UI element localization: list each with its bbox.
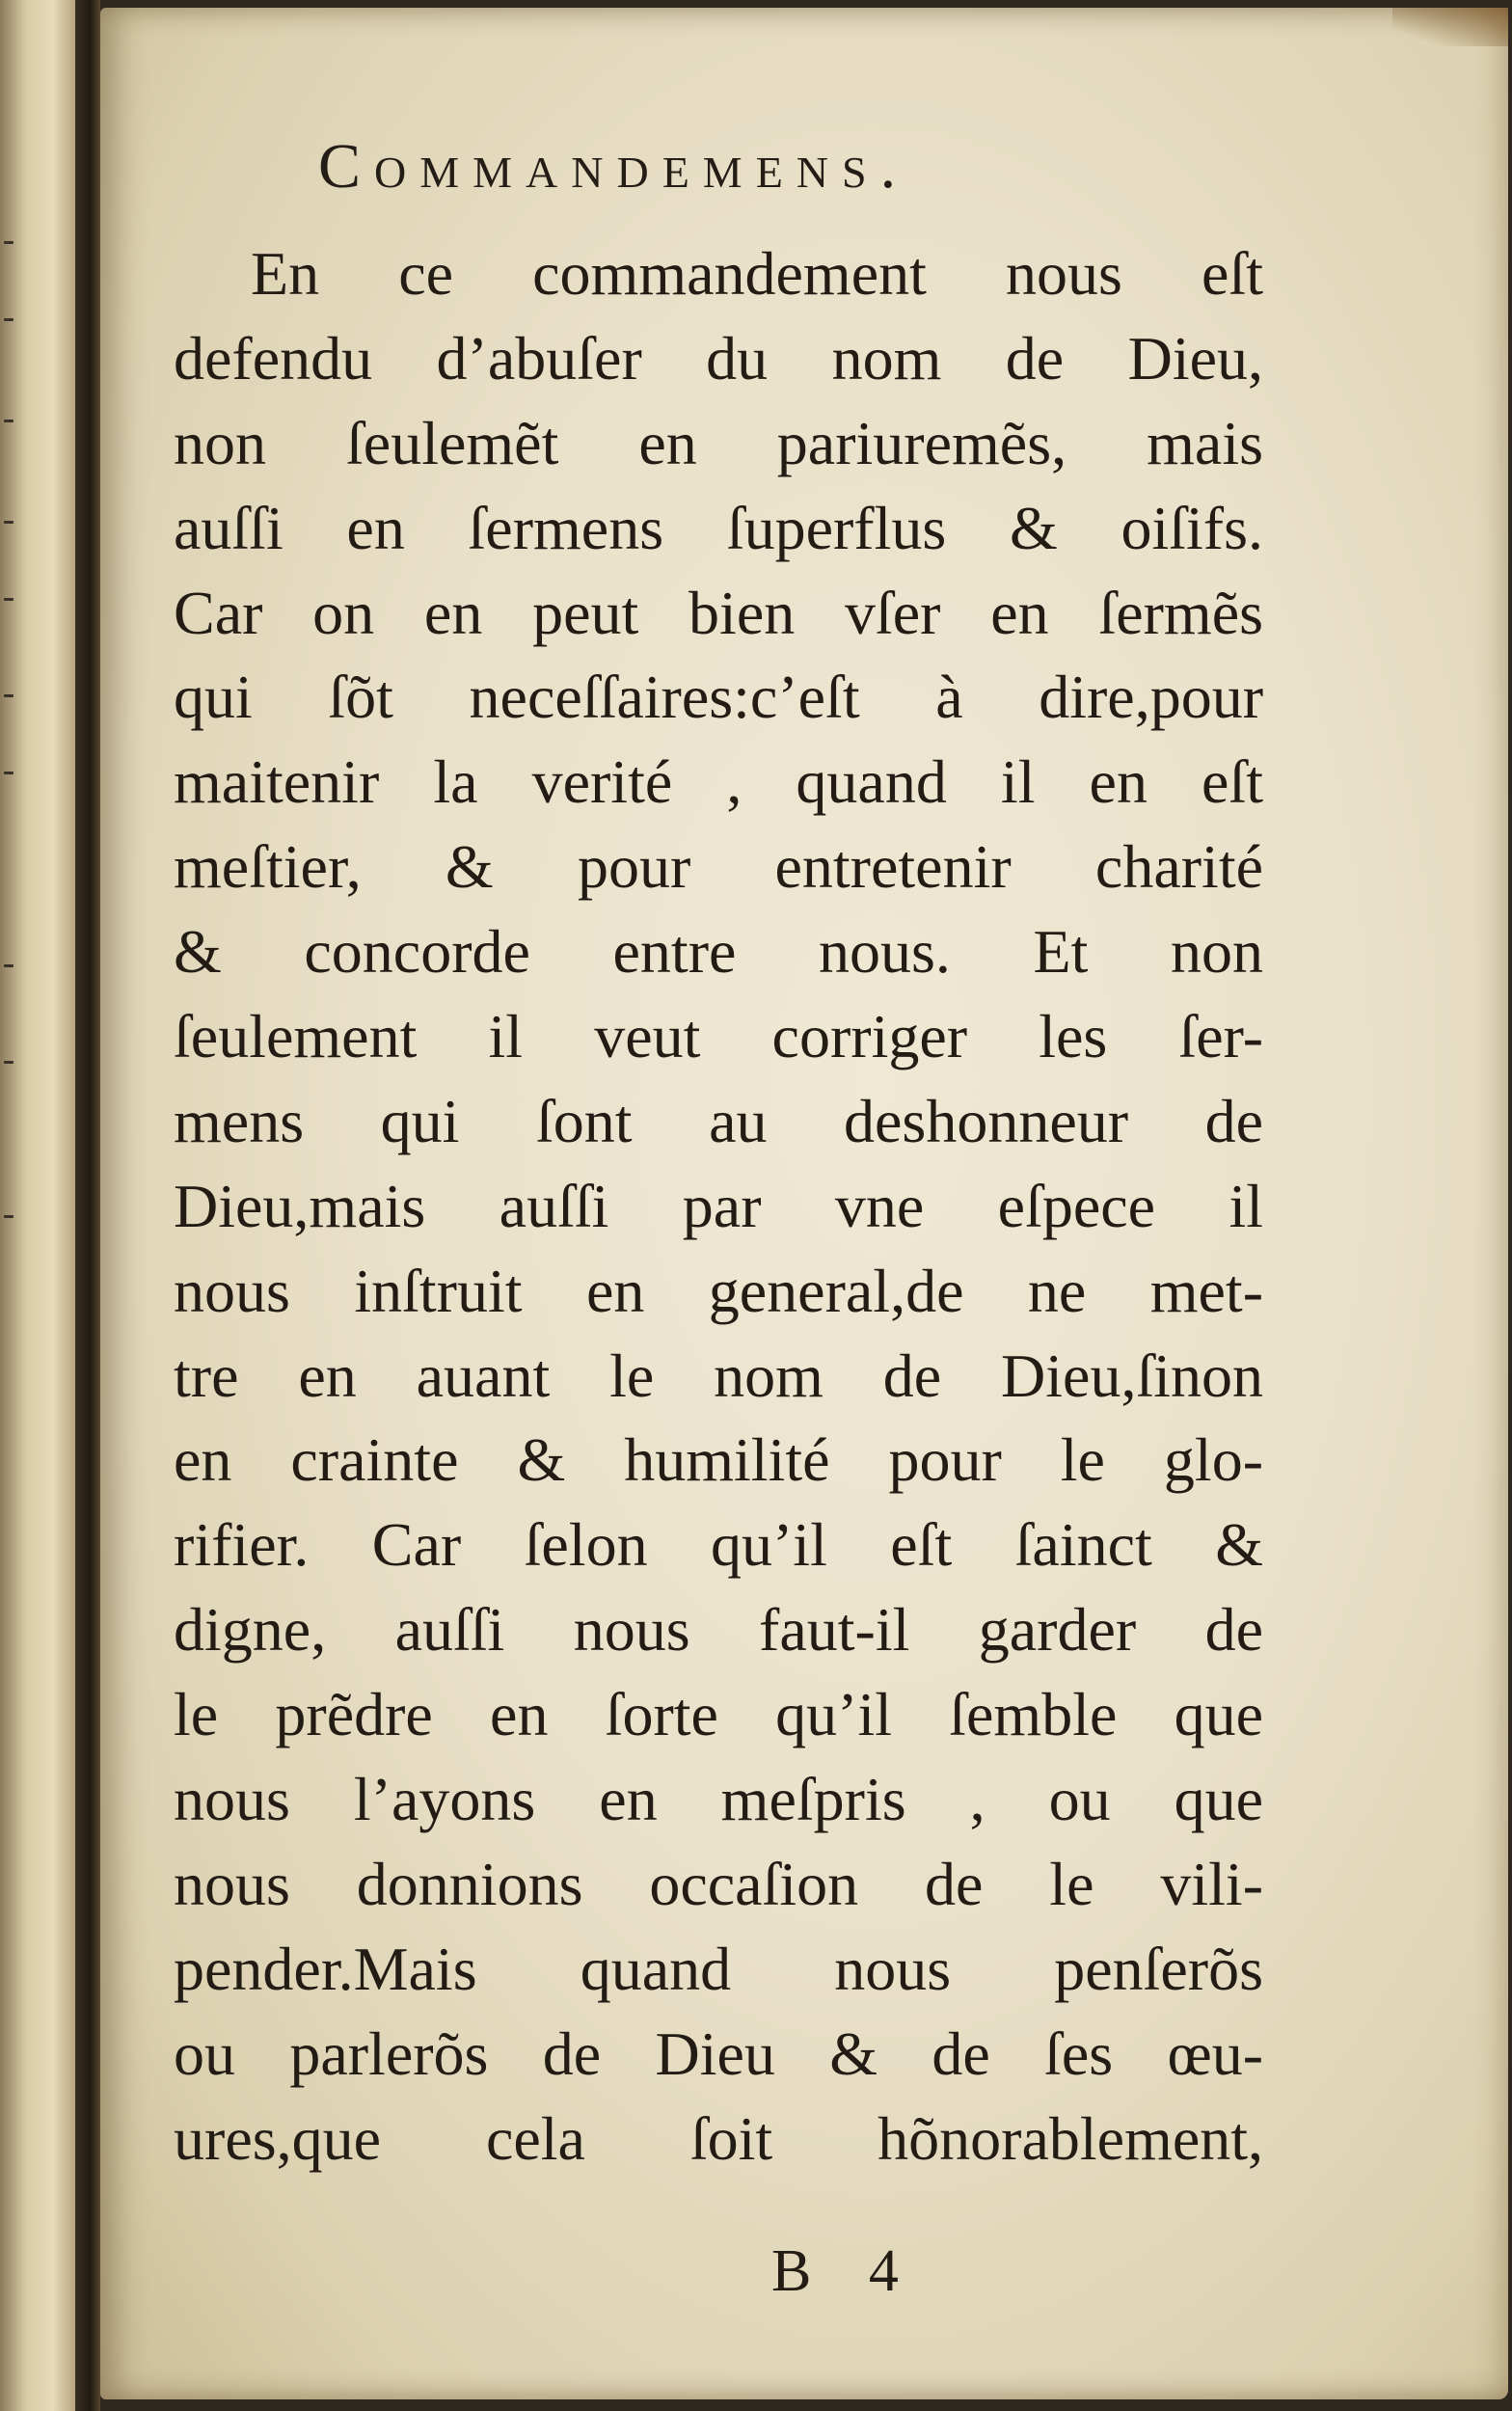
text-line: pender.Mais quand nous penſerõs	[174, 1934, 1263, 2003]
text-line: ou parlerõs de Dieu & de ſes œu-	[174, 2018, 1263, 2088]
text-line: nous donnions occaſion de le vili-	[174, 1849, 1263, 1918]
edge-fragment	[4, 772, 14, 774]
text-line: en crainte & humilité pour le glo-	[174, 1425, 1263, 1495]
text-line: nous l’ayons en meſpris , ou que	[174, 1765, 1263, 1834]
edge-fragment	[4, 521, 14, 524]
edge-fragment	[4, 694, 14, 697]
facing-page-text-fragments	[0, 0, 75, 2411]
text-line: non ſeulemẽt en pariuremẽs, mais	[174, 408, 1263, 477]
edge-fragment	[4, 318, 14, 321]
signature-mark: B 4	[771, 2238, 920, 2304]
running-head: Commandemens.	[318, 131, 910, 202]
text-line: ſeulement il veut corriger les ſer-	[174, 1002, 1263, 1071]
text-line: rifier. Car ſelon qu’il eſt ſainct &	[174, 1510, 1263, 1580]
edge-fragment	[4, 1061, 14, 1064]
text-line: nous inſtruit en general,de ne met-	[174, 1256, 1263, 1325]
edge-fragment	[4, 241, 14, 244]
text-line: mens qui ſont au deshonneur de	[174, 1086, 1263, 1155]
edge-fragment	[4, 420, 14, 422]
body-text	[174, 231, 1263, 2181]
text-line: En ce commandement nous eſt	[251, 239, 1263, 308]
text-line: defendu d’abuſer du nom de Dieu,	[174, 323, 1263, 393]
text-line: maitenir la verité , quand il en eſt	[174, 747, 1263, 817]
text-line: tre en auant le nom de Dieu,ſinon	[174, 1341, 1263, 1410]
text-line: digne, auſſi nous faut-il garder de	[174, 1595, 1263, 1665]
text-line: auſſi en ſermens ſuperflus & oiſifs.	[174, 493, 1263, 562]
edge-fragment	[4, 964, 14, 967]
text-line: Car on en peut bien vſer en ſermẽs	[174, 578, 1263, 647]
text-line: qui ſõt neceſſaires:c’eſt à dire,pour	[174, 663, 1263, 732]
text-line: meſtier, & pour entretenir charité	[174, 832, 1263, 902]
book-gutter	[75, 0, 100, 2411]
text-line: ures,que cela ſoit hõnorablement,	[174, 2103, 1263, 2173]
edge-fragment	[4, 598, 14, 601]
page-corner-wear	[1392, 8, 1508, 46]
text-line: le prẽdre en ſorte qu’il ſemble que	[174, 1680, 1263, 1749]
edge-fragment	[4, 1215, 14, 1218]
text-line: & concorde entre nous. Et non	[174, 917, 1263, 987]
text-line: Dieu,mais auſſi par vne eſpece il	[174, 1171, 1263, 1240]
